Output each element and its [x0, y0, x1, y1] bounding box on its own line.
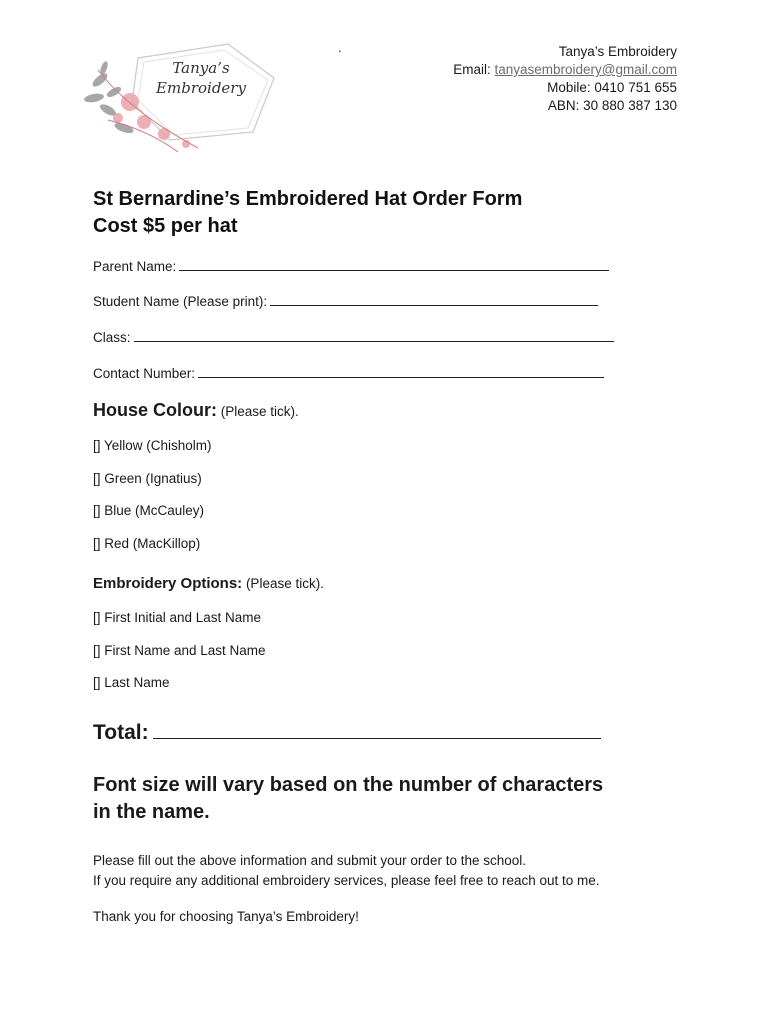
email-link[interactable]: tanyasembroidery@gmail.com: [494, 62, 677, 77]
instructions-paragraph: [93, 851, 600, 891]
parent-name-field[interactable]: [93, 258, 609, 274]
total-label: Total:: [93, 721, 149, 744]
logo-text: [146, 58, 256, 98]
embroidery-options-hint: (Please tick).: [242, 576, 324, 591]
logo-line-1: Tanya’s: [172, 59, 230, 77]
mobile-number: Mobile: 0410 751 655: [547, 80, 677, 95]
email-label: Email:: [453, 62, 495, 77]
form-title-line-2: Cost $5 per hat: [93, 215, 238, 237]
business-name: Tanya’s Embroidery: [558, 44, 677, 59]
email-row: [453, 61, 677, 79]
font-size-note-line-1: Font size will vary based on the number of characters: [93, 774, 604, 796]
house-colour-heading: [93, 400, 299, 421]
instructions-line-1: Please fill out the above information and submit your order to the school.: [93, 853, 526, 868]
embroidery-option-initial-last[interactable]: [] First Initial and Last Name: [93, 610, 262, 625]
parent-name-line[interactable]: [179, 258, 609, 271]
parent-name-label: Parent Name:: [93, 259, 177, 274]
embroidery-option-last[interactable]: [] Last Name: [93, 675, 170, 690]
form-title: [93, 186, 522, 240]
contact-number-field[interactable]: [93, 365, 604, 381]
house-option-red[interactable]: [] Red (MacKillop): [93, 536, 201, 551]
student-name-label: Student Name (Please print):: [93, 294, 268, 309]
student-name-line[interactable]: [270, 293, 598, 306]
class-field[interactable]: [93, 329, 614, 345]
house-option-green[interactable]: [] Green (Ignatius): [93, 471, 202, 486]
class-line[interactable]: [134, 329, 614, 342]
embroidery-options-title: Embroidery Options:: [93, 575, 243, 592]
header-dot: .: [338, 40, 342, 55]
font-size-note: [93, 772, 683, 826]
font-size-note-line-2: in the name.: [93, 801, 210, 823]
house-option-yellow[interactable]: [] Yellow (Chisholm): [93, 438, 212, 453]
total-line[interactable]: [153, 720, 601, 739]
contact-block: [453, 43, 677, 115]
embroidery-options-heading: [93, 575, 324, 592]
house-colour-title: House Colour:: [93, 400, 217, 420]
house-colour-hint: (Please tick).: [217, 404, 299, 419]
logo-line-2: Embroidery: [156, 79, 246, 97]
total-field[interactable]: [93, 720, 601, 745]
form-title-line-1: St Bernardine’s Embroidered Hat Order Form: [93, 188, 523, 210]
instructions-line-2: If you require any additional embroidery services, please feel free to reach out to me.: [93, 873, 600, 888]
thank-you-text: Thank you for choosing Tanya’s Embroidery!: [93, 909, 359, 924]
class-label: Class:: [93, 330, 131, 345]
house-option-blue[interactable]: [] Blue (McCauley): [93, 503, 205, 518]
contact-number-label: Contact Number:: [93, 366, 196, 381]
embroidery-option-first-last[interactable]: [] First Name and Last Name: [93, 643, 266, 658]
abn-number: ABN: 30 880 387 130: [547, 98, 677, 113]
contact-number-line[interactable]: [198, 365, 604, 378]
student-name-field[interactable]: [93, 293, 598, 309]
